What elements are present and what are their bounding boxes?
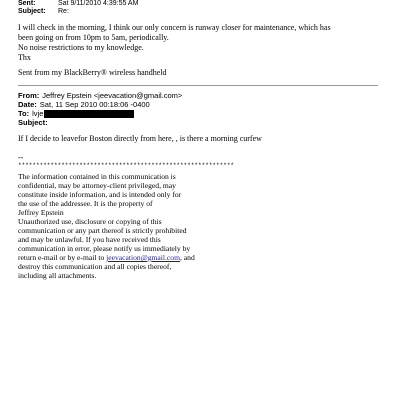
sent-label: Sent: <box>18 0 36 7</box>
email-link[interactable]: jeevacation@gmail.com <box>106 253 180 262</box>
disclaimer-line: confidential, may be attorney-client privileged, may <box>18 181 176 190</box>
date-label: Date: <box>18 100 37 109</box>
disclaimer-line: The information contained in this communication is <box>18 172 176 181</box>
confidentiality-disclaimer <box>18 172 318 280</box>
disclaimer-line: and may be unlawful. If you have received this <box>18 235 161 244</box>
message-divider <box>18 85 378 86</box>
reply-body <box>18 23 378 63</box>
reply-line: Thx <box>18 53 31 62</box>
reply-header <box>18 0 138 16</box>
original-message-body: If I decide to leavefor Boston directly from here, , is there a morning curfew <box>18 134 262 143</box>
disclaimer-line: Jeffrey Epstein <box>18 208 64 217</box>
disclaimer-text: , and <box>179 253 195 262</box>
to-row <box>18 109 182 118</box>
disclaimer-text: return e-mail or by e-mail to <box>18 253 107 262</box>
sent-value: Sat 9/11/2010 4:39:55 AM <box>58 0 139 7</box>
subject-label: Subject: <box>18 8 46 15</box>
reply-line: been going on from 10pm to 5am, periodically. <box>18 33 169 42</box>
original-message-header <box>18 91 182 127</box>
to-label: To: <box>18 109 30 118</box>
subject2-row <box>18 118 182 127</box>
from-row <box>18 91 182 100</box>
to-value: lvje <box>32 109 44 118</box>
reply-line: No noise restrictions to my knowledge. <box>18 43 144 52</box>
from-label: From: <box>18 91 40 100</box>
signature-dashes: -- <box>18 153 24 162</box>
disclaimer-line: including all attachments. <box>18 271 97 280</box>
subject-row <box>18 8 138 16</box>
subject-value: Re: <box>58 8 69 15</box>
date-row <box>18 100 182 109</box>
from-value: Jeffrey Epstein <jeevacation@gmail.com> <box>42 91 183 100</box>
disclaimer-line: the use of the addressee. It is the property of <box>18 199 153 208</box>
disclaimer-line: communication or any part thereof is strictly prohibited <box>18 226 187 235</box>
disclaimer-line: Unauthorized use, disclosure or copying of this <box>18 217 162 226</box>
disclaimer-line <box>18 253 318 262</box>
sent-row <box>18 0 138 8</box>
asterisk-divider: ************************************************************ <box>18 162 235 169</box>
subject2-label: Subject: <box>18 118 48 128</box>
disclaimer-line: destroy this communication and all copies thereof, <box>18 262 172 271</box>
date-value: Sat, 11 Sep 2010 00:18:06 -0400 <box>39 100 150 109</box>
redaction-bar <box>44 110 134 118</box>
reply-line: I will check in the morning, I think our only concern is runway closer for maintenance, which has <box>18 23 331 32</box>
disclaimer-line: constitute inside information, and is intended only for <box>18 190 182 199</box>
disclaimer-line: communication in error, please notify us immediately by <box>18 244 191 253</box>
blackberry-signature: Sent from my BlackBerry® wireless handheld <box>18 68 167 77</box>
